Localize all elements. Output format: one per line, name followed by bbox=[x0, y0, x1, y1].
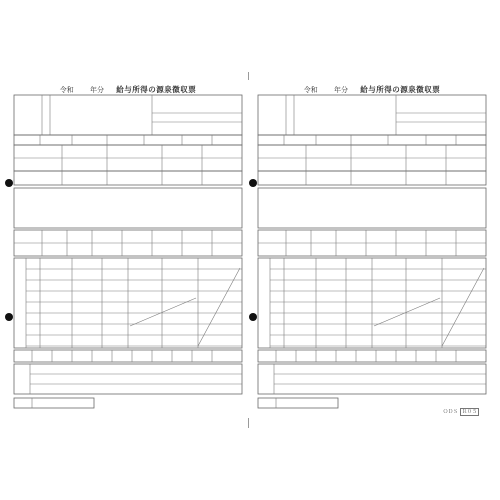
punch-hole bbox=[5, 179, 13, 187]
form-box bbox=[14, 171, 242, 185]
form-box bbox=[14, 350, 242, 362]
era-label: 令和 bbox=[59, 86, 74, 94]
perforation-mark bbox=[248, 418, 249, 428]
punch-hole bbox=[5, 313, 13, 321]
form-box bbox=[258, 364, 486, 394]
form-box bbox=[14, 364, 242, 394]
punch-hole bbox=[249, 313, 257, 321]
form-box bbox=[258, 135, 486, 145]
form-code bbox=[443, 408, 479, 415]
form-box bbox=[258, 398, 338, 408]
form-grid bbox=[256, 58, 488, 414]
era-label: 令和 bbox=[303, 86, 318, 94]
form-version: Ｒ０５ bbox=[462, 409, 478, 415]
form-box bbox=[14, 188, 242, 228]
form-box bbox=[258, 95, 486, 135]
withholding-slip-left bbox=[12, 58, 244, 414]
perforation-mark bbox=[248, 72, 249, 80]
form-name: 給与所得の源泉徴収票 bbox=[360, 85, 441, 94]
year-label: 年分 bbox=[334, 86, 348, 94]
form-code-text: ＯＤＳ bbox=[443, 409, 459, 415]
form-box bbox=[14, 135, 242, 145]
form-box bbox=[258, 188, 486, 228]
form-box bbox=[258, 350, 486, 362]
form-box bbox=[14, 398, 94, 408]
punch-hole bbox=[249, 179, 257, 187]
withholding-slip-right bbox=[256, 58, 488, 414]
year-label: 年分 bbox=[90, 86, 104, 94]
form-box bbox=[258, 171, 486, 185]
form-grid bbox=[12, 58, 244, 414]
form-box bbox=[14, 95, 242, 135]
form-name: 給与所得の源泉徴収票 bbox=[116, 85, 197, 94]
